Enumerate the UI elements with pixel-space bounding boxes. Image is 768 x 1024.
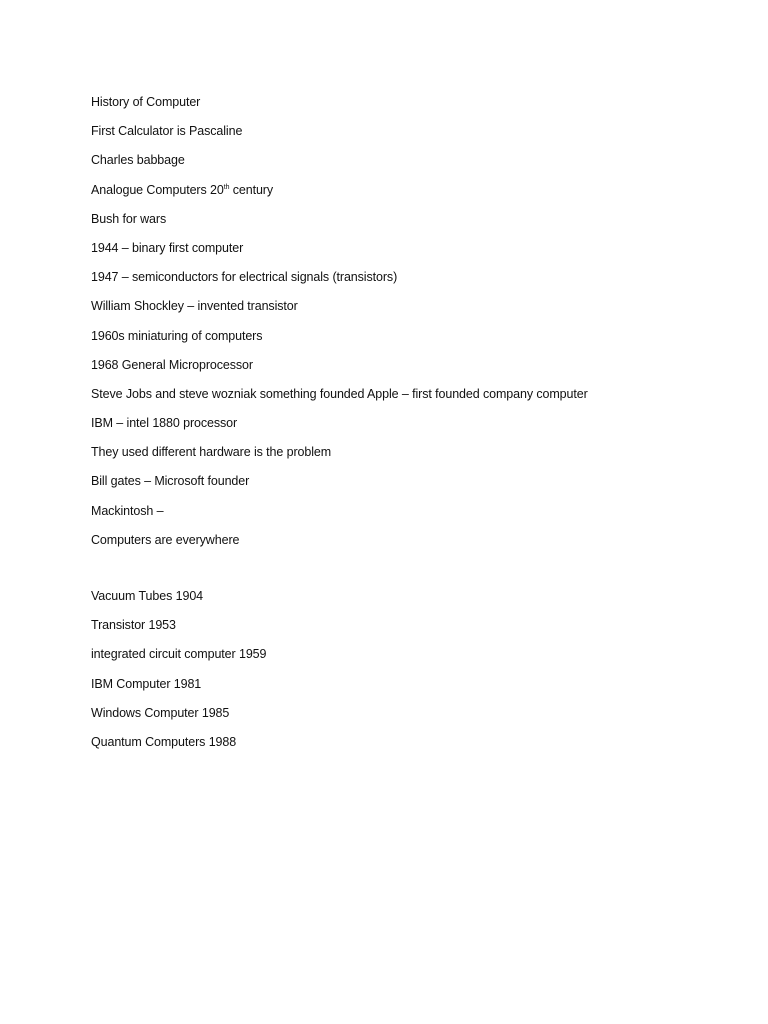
note-line: 1960s miniaturing of computers — [91, 328, 263, 343]
timeline-item: integrated circuit computer 1959 — [91, 647, 267, 662]
timeline-item: Quantum Computers 1988 — [91, 734, 237, 749]
note-line: IBM – intel 1880 processor — [91, 416, 238, 431]
note-line: Bush for wars — [91, 211, 167, 226]
note-line: History of Computer — [91, 95, 201, 109]
note-line-text: Analogue Computers 20 — [91, 182, 224, 197]
timeline-item: Windows Computer 1985 — [91, 705, 230, 720]
note-line-analogue — [91, 181, 711, 210]
timeline-item: Vacuum Tubes 1904 — [91, 589, 204, 603]
timeline-item: IBM Computer 1981 — [91, 676, 202, 691]
note-line-suffix: century — [229, 182, 274, 197]
note-line: Charles babbage — [91, 153, 185, 168]
note-line: Mackintosh – — [91, 503, 164, 518]
timeline-list — [91, 587, 711, 762]
note-line: First Calculator is Pascaline — [91, 124, 243, 139]
timeline-item: Transistor 1953 — [91, 618, 176, 633]
note-line: 1944 – binary first computer — [91, 240, 244, 255]
ordinal-superscript: th — [223, 183, 230, 191]
note-line: Steve Jobs and steve wozniak something founded Apple – first founded company computer — [91, 386, 588, 401]
note-line: They used different hardware is the problem — [91, 445, 332, 460]
note-line: 1947 – semiconductors for electrical signals (transistors) — [91, 270, 398, 285]
note-line: William Shockley – invented transistor — [91, 299, 298, 314]
note-line: Computers are everywhere — [91, 532, 240, 547]
notes-list — [91, 93, 711, 560]
note-line: 1968 General Microprocessor — [91, 357, 253, 372]
note-line: Bill gates – Microsoft founder — [91, 474, 250, 489]
